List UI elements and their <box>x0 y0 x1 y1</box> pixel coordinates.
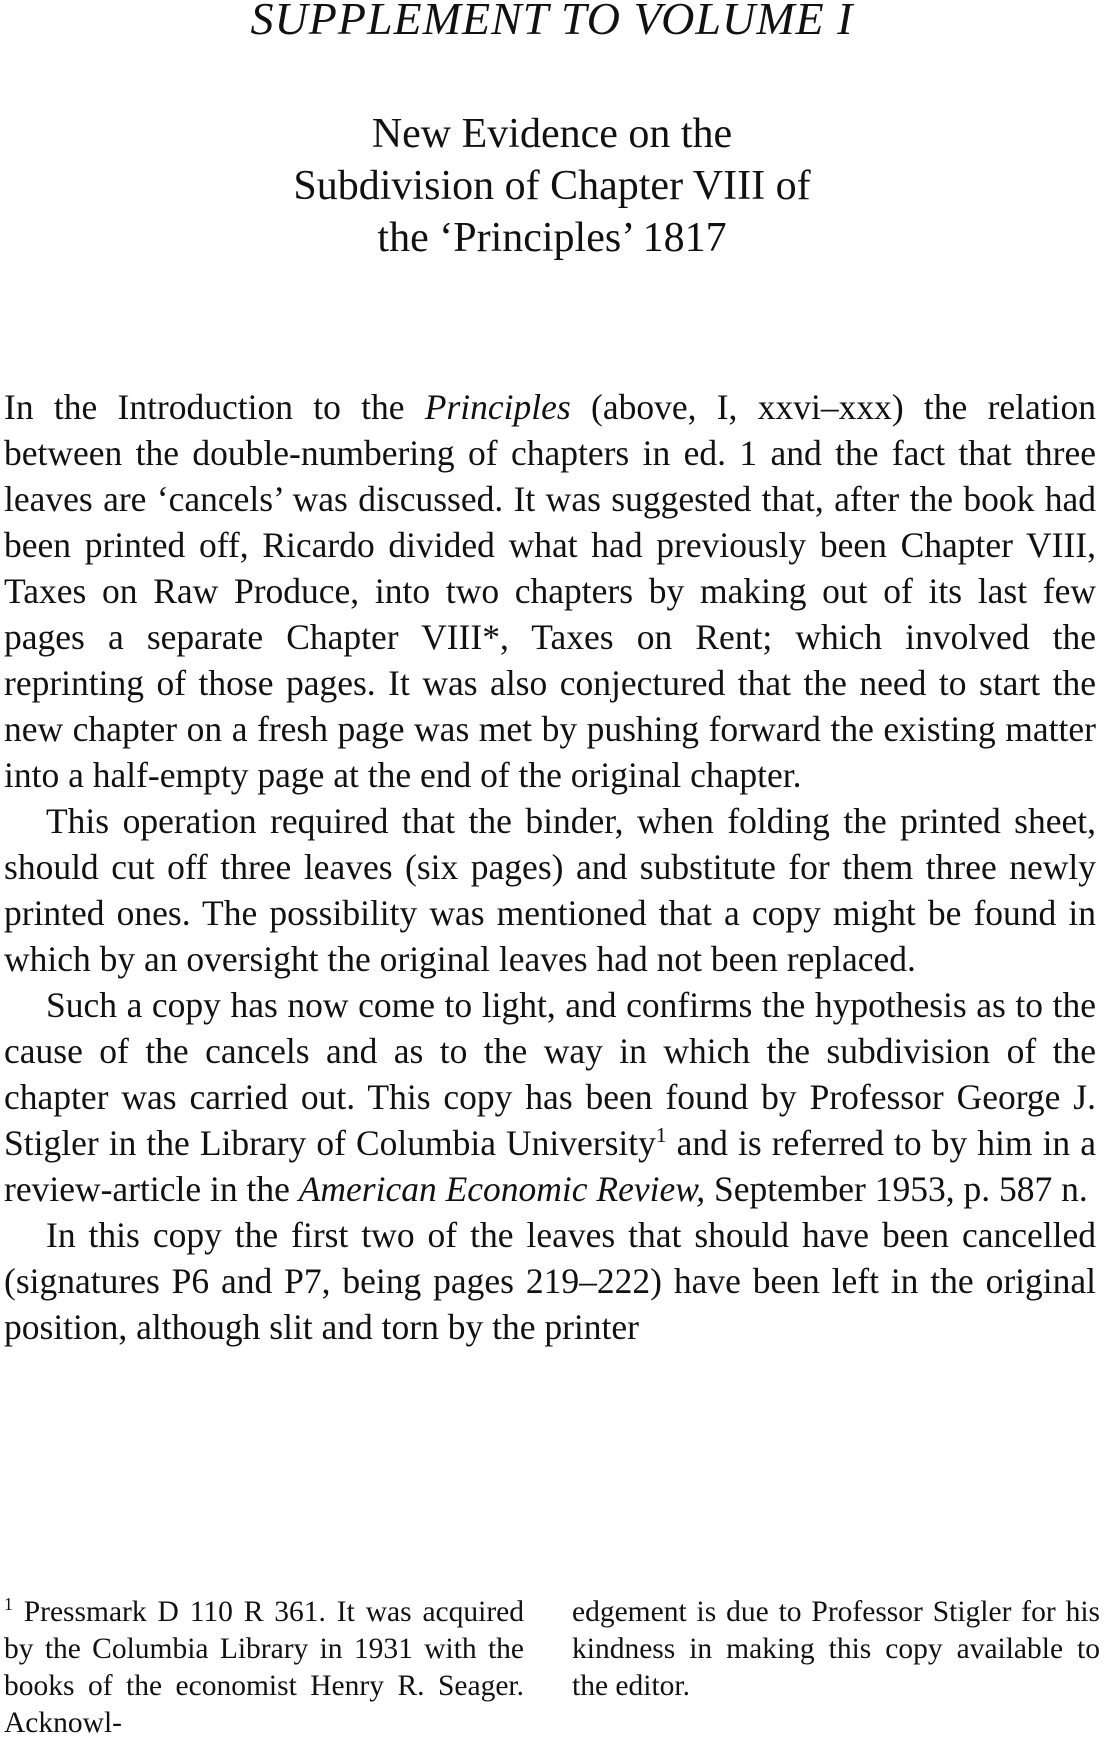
paragraph-4: In this copy the first two of the leaves that should have been cancelled (signatures P6 and P7, being pages 219–222) have been left in the original position, although slit and torn by the printer <box>4 1215 1096 1347</box>
article-title <box>0 108 1104 264</box>
paragraph-3-text-a: Such a copy has now come to light, and confirms the hypothesis as to the cause of the cancels and as to the way in which the subdivision of the chapter was carried out. This copy has been found by Professor George J. Stigler in the Library of Columbia University <box>4 985 1096 1163</box>
journal-title-italic: American Economic Review, <box>298 1169 706 1209</box>
article-title-line-2: Subdivision of Chapter VIII of <box>293 163 811 209</box>
paragraph-3 <box>4 982 1096 1212</box>
footnote-text-left: Pressmark D 110 R 361. It was acquired by the Columbia Library in 1931 with the books of the economist Henry R. Seager. Acknowl- <box>4 1596 525 1739</box>
paragraph-3-text-b: and is referred to by him in a review-article in the <box>4 1123 1097 1209</box>
footnote-reference: 1 <box>655 1123 667 1148</box>
paragraph-1-text-b: (above, I, xxvi–xxx) the relation between the double-numbering of chapters in ed. 1 and the fact that three leaves are ‘cancels’ was discussed. It was suggested that, after the book had been printed off, Ricardo divided what had previously been Chapter VIII, Taxes on Raw Produce, into two chapters by making out of its last few pages a separate Chapter VIII*, Taxes on Rent; which involved the reprinting of those pages. It was also conjectured that the need to start the new chapter on a fresh page was met by pushing forward the existing matter into a half-empty page at the end of the original chapter. <box>4 387 1096 795</box>
footnote-column-right: edgement is due to Professor Stigler for his kindness in making this copy available to the editor. <box>572 1596 1100 1702</box>
body-text <box>4 384 1096 1350</box>
principles-italic: Principles <box>424 387 571 427</box>
paragraph-1 <box>4 384 1096 798</box>
footnote-marker: 1 <box>4 1594 13 1615</box>
footnote-column-left <box>4 1594 524 1742</box>
paragraph-1-text-a: In the Introduction to the <box>4 387 425 427</box>
article-title-line-3: the ‘Principles’ 1817 <box>377 215 727 261</box>
paragraph-3-text-c: September 1953, p. 587 n. <box>705 1169 1088 1209</box>
article-title-line-1: New Evidence on the <box>371 111 733 157</box>
paragraph-2: This operation required that the binder, when folding the printed sheet, should cut off three leaves (six pages) and substitute for them three newly printed ones. The possibility was mentioned that a copy might be found in which by an oversight the original leaves had not been replaced. <box>4 801 1096 979</box>
supplement-title: SUPPLEMENT TO VOLUME I <box>250 0 854 44</box>
